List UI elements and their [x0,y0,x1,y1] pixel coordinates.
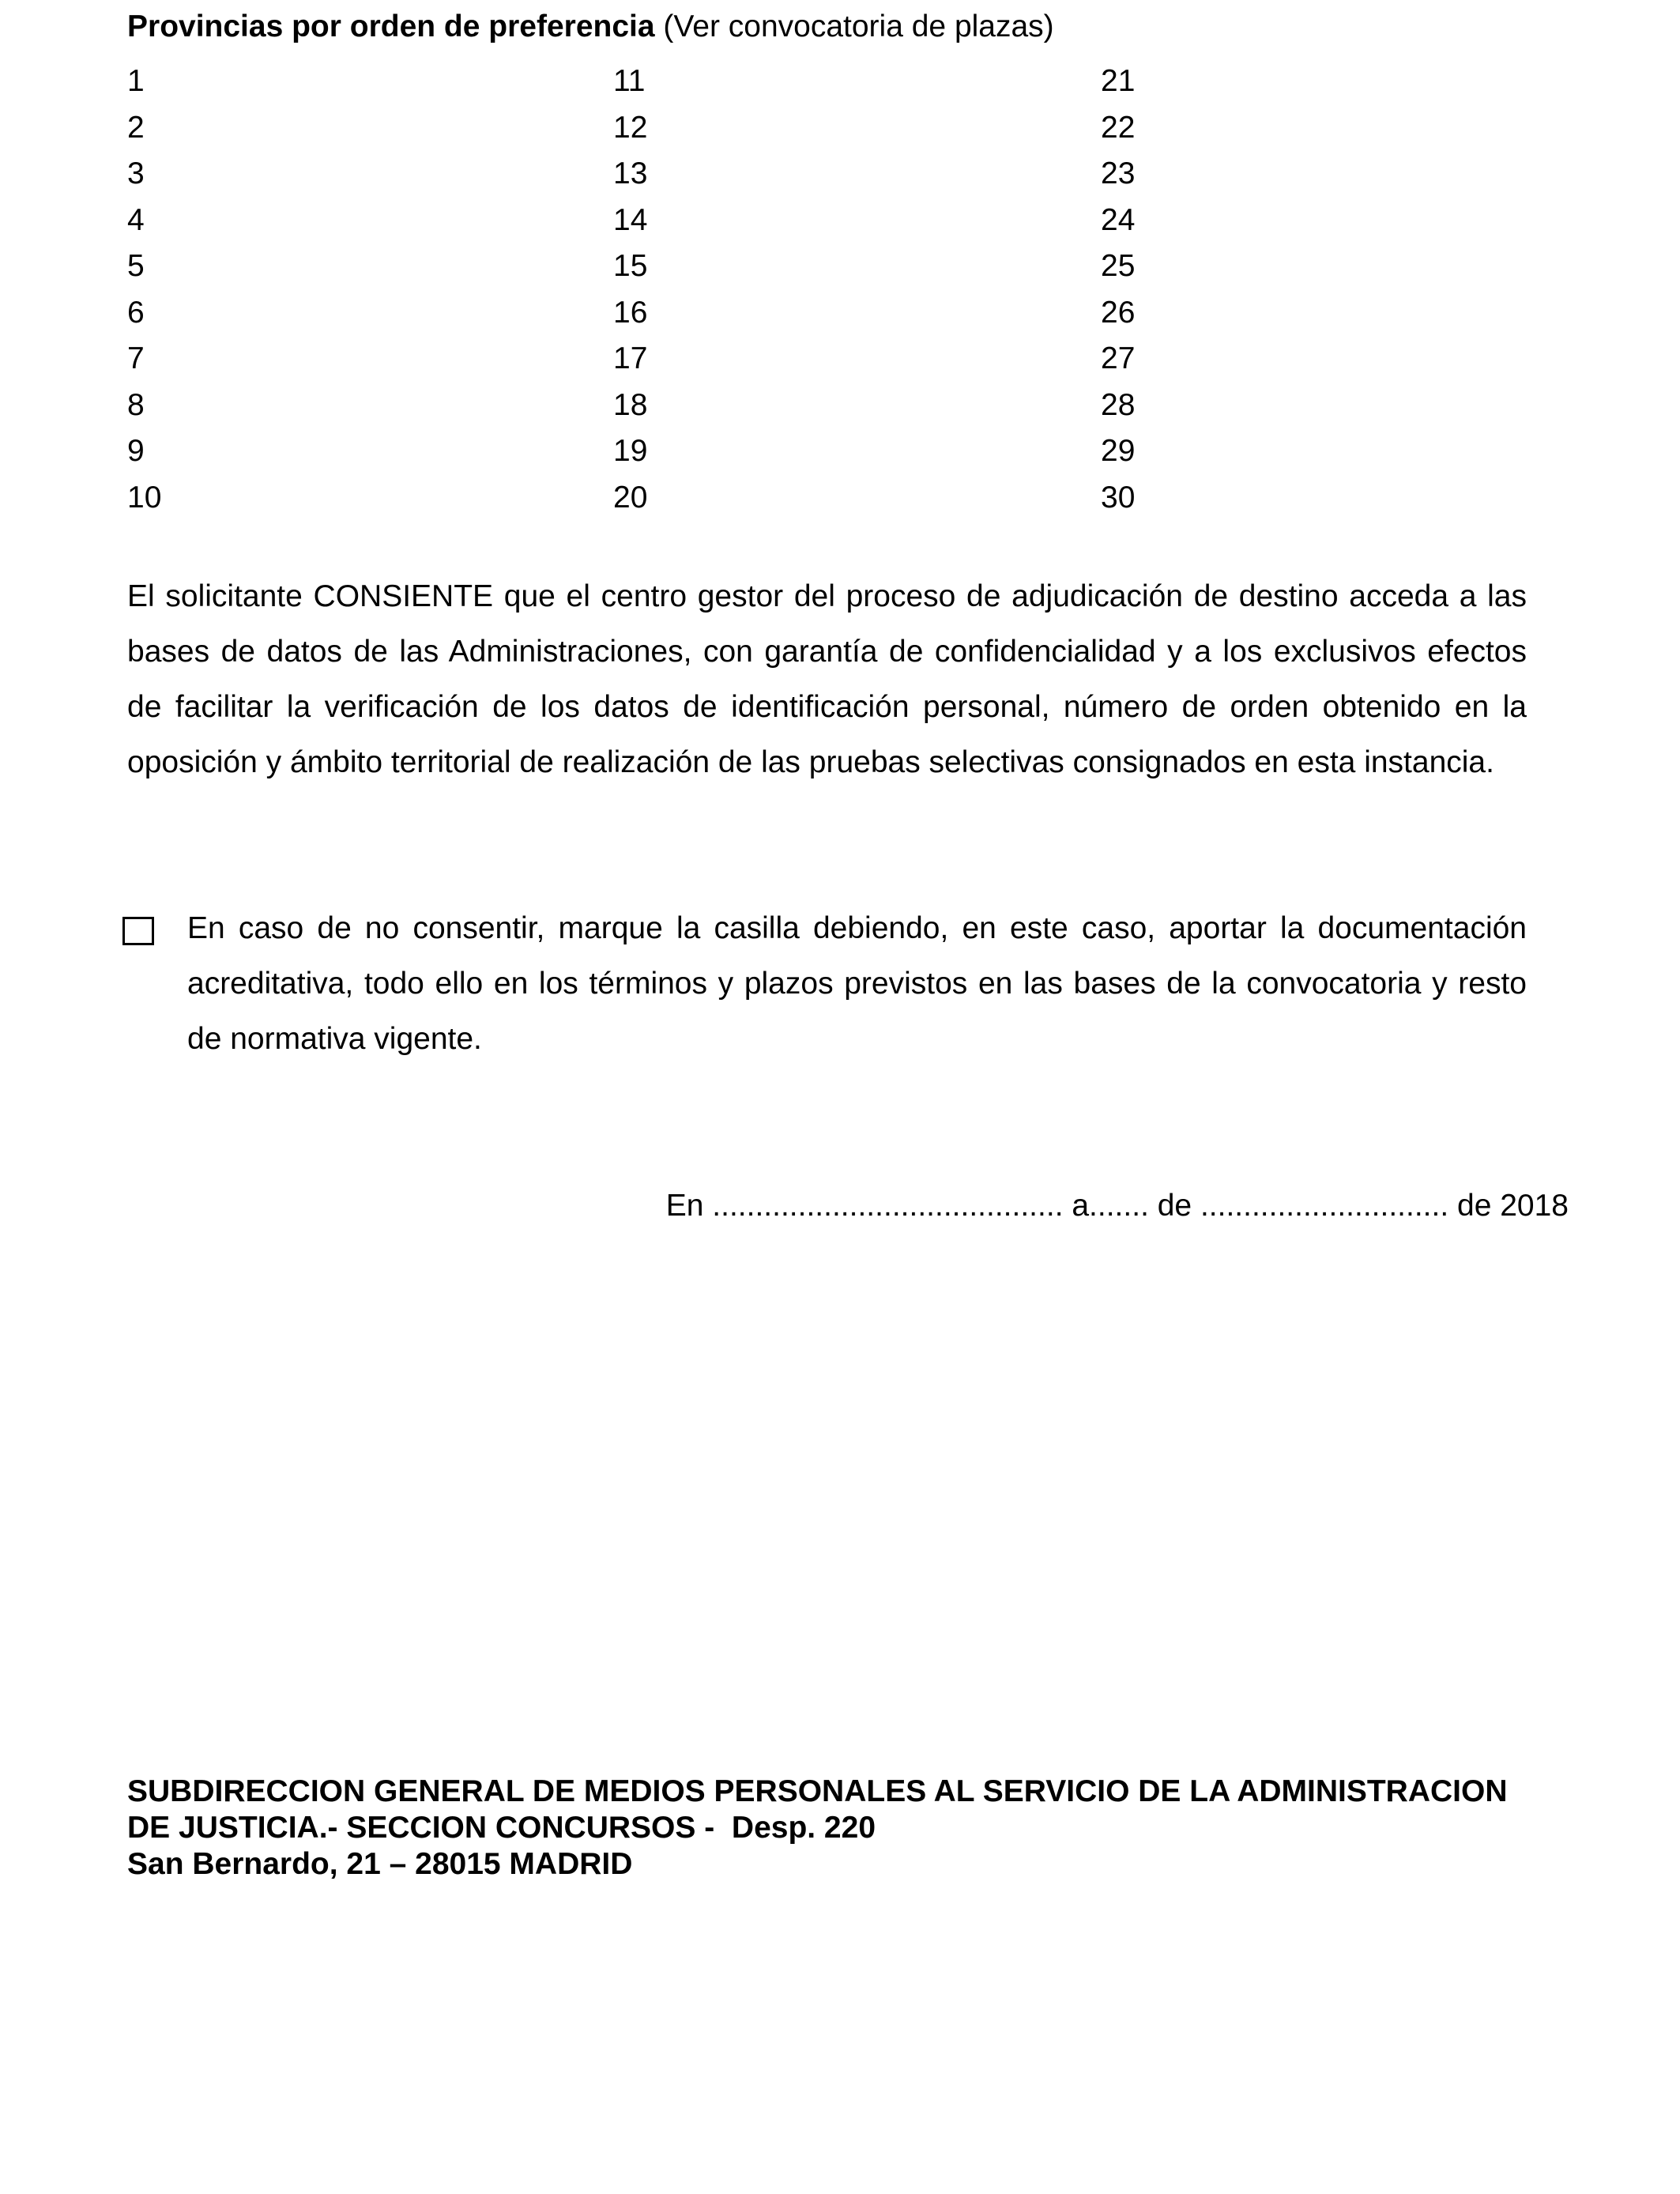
province-number: 8 [127,387,145,422]
province-number: 15 [613,249,648,283]
province-number: 28 [1101,387,1136,422]
footer-address [127,1774,1508,1883]
province-number: 29 [1101,434,1136,468]
province-column-3 [1101,58,1135,521]
consent-paragraph: El solicitante CONSIENTE que el centro gestor del proceso de adjudicación de destino acceda a las bases de datos de las Administraciones, con garantía de confidencialidad y a los exclusivos efectos de facilitar la verificación de los datos de identificación personal, número de orden obtenido en la oposición y ámbito territorial de realización de las pruebas selectivas consignados en esta instancia. [127,579,1527,779]
no-consent-checkbox[interactable] [122,917,154,945]
province-number: 24 [1101,202,1136,237]
province-number: 21 [1101,64,1136,98]
province-number: 1 [127,64,145,98]
provinces-title: Provincias por orden de preferencia [127,9,655,43]
province-number: 19 [613,434,648,468]
province-number: 2 [127,110,145,145]
province-number: 18 [613,387,648,422]
province-number: 27 [1101,341,1136,375]
province-number: 9 [127,434,145,468]
province-number: 12 [613,110,648,145]
province-number: 14 [613,202,648,237]
province-number: 20 [613,480,648,515]
province-number: 3 [127,156,145,190]
footer-line-3: San Bernardo, 21 – 28015 MADRID [127,1847,633,1881]
province-number: 5 [127,249,145,283]
provinces-title-note: (Ver convocatoria de plazas) [663,9,1054,43]
province-column-2 [613,58,647,521]
province-number: 13 [613,156,648,190]
province-number: 7 [127,341,145,375]
province-number: 26 [1101,295,1136,330]
province-number: 11 [613,64,646,98]
province-number: 4 [127,202,145,237]
province-number: 10 [127,480,162,515]
province-number: 23 [1101,156,1136,190]
province-number: 30 [1101,480,1136,515]
no-consent-paragraph: En caso de no consentir, marque la casilla debiendo, en este caso, aportar la documentación acreditativa, todo ello en los términos y plazos previstos en las bases de la convocatoria y resto de normativa vigente. [187,911,1527,1056]
province-column-1 [127,58,161,521]
province-number: 22 [1101,110,1136,145]
date-place-line: En ......................................... a....... de ............................. de 2018 [665,1189,1569,1223]
province-number: 25 [1101,249,1136,283]
province-number: 6 [127,295,145,330]
footer-line-2: DE JUSTICIA.- SECCION CONCURSOS - Desp. 220 [127,1811,876,1845]
footer-line-1: SUBDIRECCION GENERAL DE MEDIOS PERSONALES AL SERVICIO DE LA ADMINISTRACION [127,1774,1508,1808]
provinces-heading [127,6,1054,47]
province-number: 17 [613,341,648,375]
province-number: 16 [613,295,648,330]
